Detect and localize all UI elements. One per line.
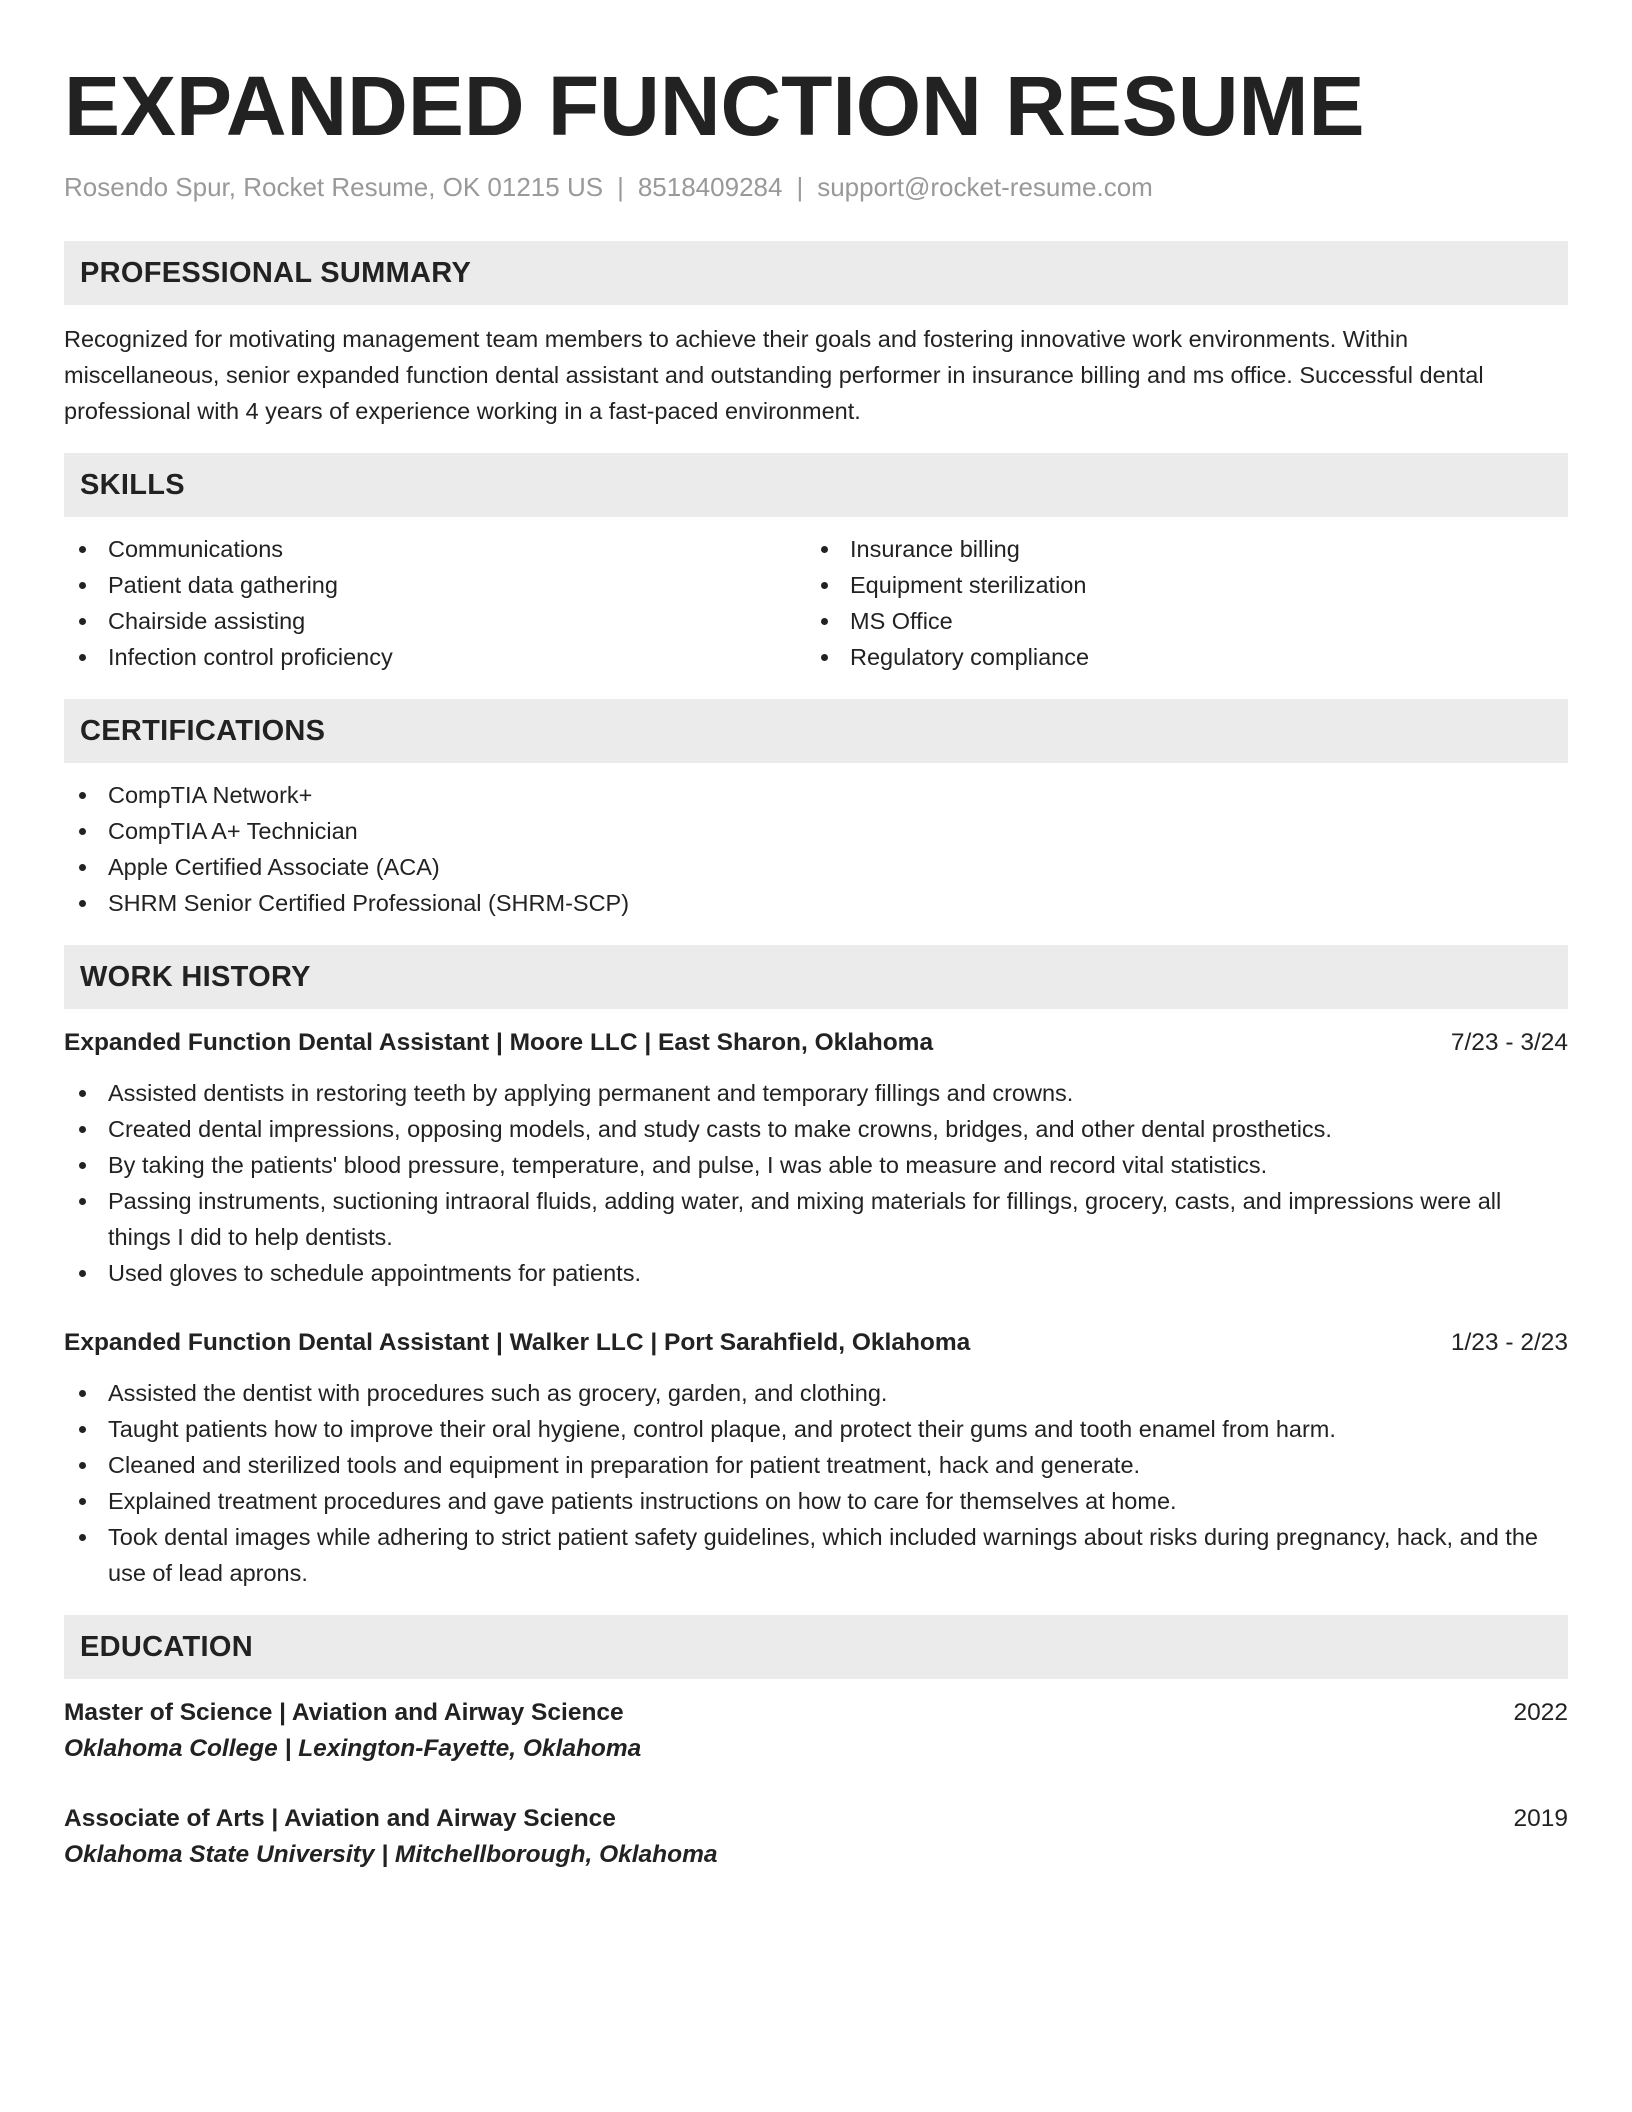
list-item: CompTIA Network+ — [64, 777, 1568, 813]
list-item: By taking the patients' blood pressure, temperature, and pulse, I was able to measure and record vital statistics. — [64, 1147, 1568, 1183]
skills-grid — [64, 531, 1568, 675]
job-header — [64, 1025, 1568, 1061]
job-dates: 1/23 - 2/23 — [1450, 1329, 1568, 1357]
resume-page — [64, 52, 1568, 1873]
section-heading: WORK HISTORY — [64, 945, 1568, 1009]
list-item: Patient data gathering — [64, 567, 806, 603]
job-bullets — [64, 1075, 1568, 1291]
job-dates: 7/23 - 3/24 — [1450, 1029, 1568, 1057]
education-header — [64, 1695, 1568, 1731]
contact-address: Rosendo Spur, Rocket Resume, OK 01215 US — [64, 172, 604, 202]
education-header — [64, 1801, 1568, 1837]
list-item: Infection control proficiency — [64, 639, 806, 675]
list-item: Insurance billing — [806, 531, 1548, 567]
resume-title: EXPANDED FUNCTION RESUME — [64, 59, 1365, 153]
contact-separator: | — [796, 172, 804, 202]
education-school: Oklahoma State University | Mitchellborough, Oklahoma — [64, 1841, 718, 1869]
education-year: 2022 — [1513, 1699, 1568, 1727]
job-header — [64, 1325, 1568, 1361]
list-item: Regulatory compliance — [806, 639, 1548, 675]
list-item: Assisted dentists in restoring teeth by applying permanent and temporary fillings and crowns. — [64, 1075, 1568, 1111]
list-item: MS Office — [806, 603, 1548, 639]
section-heading: EDUCATION — [64, 1615, 1568, 1679]
list-item: Took dental images while adhering to strict patient safety guidelines, which included warnings about risks during pregnancy, hack, and the use of lead aprons. — [64, 1519, 1568, 1591]
education-degree: Associate of Arts | Aviation and Airway Science — [64, 1805, 616, 1833]
certifications-list — [64, 777, 1568, 921]
skills-list-right — [806, 531, 1548, 675]
contact-separator: | — [617, 172, 624, 202]
list-item: Taught patients how to improve their oral hygiene, control plaque, and protect their gums and tooth enamel from harm. — [64, 1411, 1568, 1447]
list-item: SHRM Senior Certified Professional (SHRM-SCP) — [64, 885, 1568, 921]
skills-section — [64, 453, 1568, 675]
job-entry — [64, 1325, 1568, 1591]
list-item: Assisted the dentist with procedures such as grocery, garden, and clothing. — [64, 1375, 1568, 1411]
job-entry — [64, 1025, 1568, 1291]
education-degree: Master of Science | Aviation and Airway Science — [64, 1699, 624, 1727]
education-entry — [64, 1695, 1568, 1767]
list-item: Used gloves to schedule appointments for patients. — [64, 1255, 1568, 1291]
section-heading: PROFESSIONAL SUMMARY — [64, 241, 1568, 305]
education-section — [64, 1615, 1568, 1873]
list-item: Communications — [64, 531, 806, 567]
job-bullets — [64, 1375, 1568, 1591]
list-item: Equipment sterilization — [806, 567, 1548, 603]
certifications-section — [64, 699, 1568, 921]
list-item: Explained treatment procedures and gave patients instructions on how to care for themselves at home. — [64, 1483, 1568, 1519]
job-title: Expanded Function Dental Assistant | Moore LLC | East Sharon, Oklahoma — [64, 1029, 934, 1057]
job-title: Expanded Function Dental Assistant | Walker LLC | Port Sarahfield, Oklahoma — [64, 1329, 971, 1357]
list-item: Created dental impressions, opposing models, and study casts to make crowns, bridges, and other dental prosthetics. — [64, 1111, 1568, 1147]
education-school: Oklahoma College | Lexington-Fayette, Oklahoma — [64, 1735, 642, 1763]
contact-phone: 8518409284 — [637, 172, 783, 202]
section-heading: CERTIFICATIONS — [64, 699, 1568, 763]
contact-email: support@rocket-resume.com — [817, 172, 1153, 202]
section-heading: SKILLS — [64, 453, 1568, 517]
contact-line — [64, 172, 1568, 203]
list-item: Cleaned and sterilized tools and equipment in preparation for patient treatment, hack and generate. — [64, 1447, 1568, 1483]
list-item: Passing instruments, suctioning intraoral fluids, adding water, and mixing materials for fillings, grocery, casts, and impressions were all things I did to help dentists. — [64, 1183, 1568, 1255]
list-item: Apple Certified Associate (ACA) — [64, 849, 1568, 885]
summary-section — [64, 241, 1568, 429]
education-entry — [64, 1801, 1568, 1873]
skills-list-left — [64, 531, 806, 675]
summary-text: Recognized for motivating management team members to achieve their goals and fostering innovative work environments. Within miscellaneous, senior expanded function dental assistant and outstanding performer in insurance billing and ms office. Successful dental professional with 4 years of experience working in a fast-paced environment. — [64, 326, 1484, 425]
list-item: CompTIA A+ Technician — [64, 813, 1568, 849]
list-item: Chairside assisting — [64, 603, 806, 639]
education-year: 2019 — [1513, 1805, 1568, 1833]
work-history-section — [64, 945, 1568, 1591]
